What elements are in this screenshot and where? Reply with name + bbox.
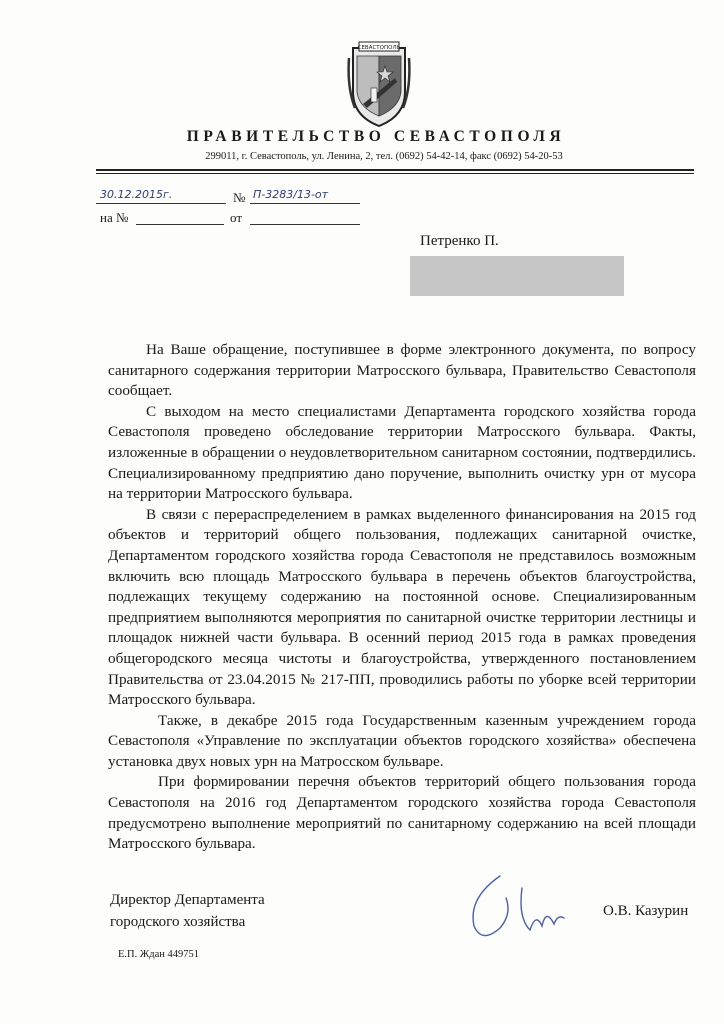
header-divider: [96, 169, 694, 171]
addressee-name: Петренко П.: [420, 233, 499, 249]
body-paragraph: На Ваше обращение, поступившее в форме электронного документа, по вопросу санитарного содержания территории Матросского бульвара, Правительство Севастополя сообщает.: [108, 341, 696, 400]
outgoing-number: П-3283/13-от: [253, 188, 329, 201]
signer-name: О.В. Казурин: [603, 903, 689, 919]
reply-from-label: от: [230, 210, 243, 225]
letter-body: [108, 340, 696, 855]
redacted-address: [410, 256, 624, 296]
reply-date-underline: [250, 224, 360, 225]
position-line-2: городского хозяйства: [110, 914, 246, 930]
reply-to-label: на №: [100, 210, 129, 225]
signatory-position: [110, 889, 265, 933]
position-line-1: Директор Департамента: [110, 892, 265, 908]
government-title: ПРАВИТЕЛЬСТВО СЕВАСТОПОЛЯ: [186, 128, 566, 145]
government-address: 299011, г. Севастополь, ул. Ленина, 2, тел. (0692) 54-42-14, факс (0692) 54-20-53: [205, 151, 563, 162]
emblem-label: СЕВАСТОПОЛЬ: [357, 45, 401, 51]
handwritten-signature: [460, 868, 590, 948]
body-paragraph: С выходом на место специалистами Департамента городского хозяйства города Севастополя проведено обследование территории Матросского бульвара. Факты, изложенные в обращении о неудовлетворительном санитарном состоянии, подтвердились. Специализированному предприятию дано поручение, выполнить очистку урн от мусора на территории Матросского бульвара.: [108, 402, 696, 503]
executor-note: Е.П. Ждан 449751: [118, 949, 200, 960]
number-underline: [250, 203, 360, 204]
sevastopol-emblem-icon: [345, 38, 413, 130]
number-label: №: [233, 190, 246, 205]
body-paragraph: В связи с перераспределением в рамках выделенного финансирования на 2015 год объектов и территорий общего пользования, подлежащих санитарной очистке, Департаментом городского хозяйства города Севастополя не представилось возможным включить всю площадь Матросского бульвара в перечень объектов благоустройства, подлежащих текущему содержанию на постоянной основе. Специализированным предприятием выполняются мероприятия по санитарной очистке территории лестницы и площадок нижней части бульвара. В осенний период 2015 года в рамках проведения общегородского месяца чистоты и благоустройства, утвержденного постановлением Правительства от 23.04.2015 № 217-ПП, проводились работы по уборке всей территории Матросского бульвара.: [108, 505, 696, 709]
outgoing-date: 30.12.2015г.: [100, 188, 173, 201]
reply-number-underline: [136, 224, 224, 225]
header-divider-thin: [96, 173, 694, 174]
body-paragraph: При формировании перечня объектов территорий общего пользования города Севастополя на 2016 год Департаментом городского хозяйства города Севастополя предусмотрено выполнение мероприятий по санитарному содержанию на всей площади Матросского бульвара.: [108, 773, 696, 853]
body-paragraph: Также, в декабре 2015 года Государственным казенным учреждением города Севастополя «Управление по эксплуатации объектов городского хозяйства» обеспечена установка двух новых урн на Матросском бульваре.: [108, 711, 696, 770]
date-underline: [96, 203, 226, 204]
